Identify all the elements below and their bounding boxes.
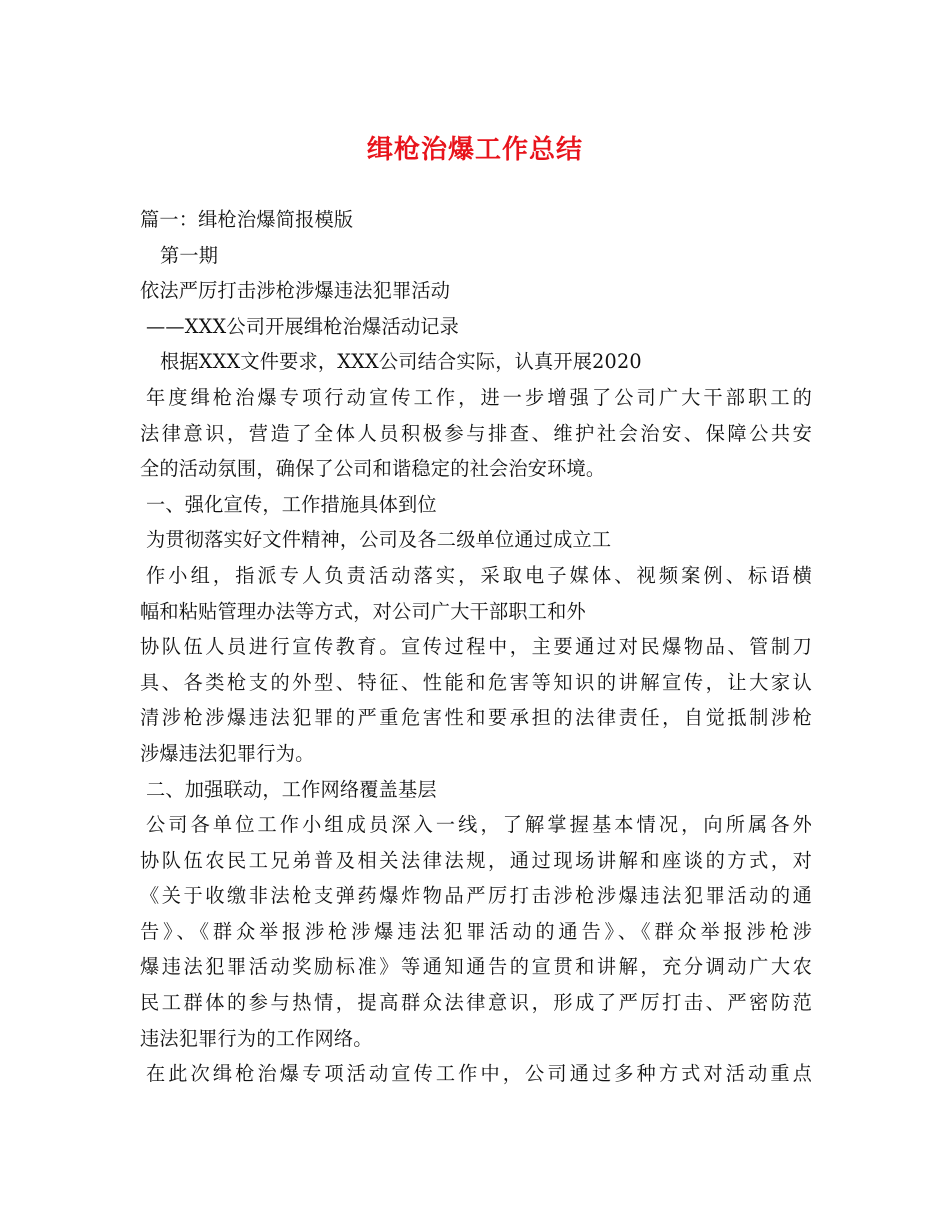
issue-number: 第一期 [160, 243, 219, 267]
paragraph-line: 违法犯罪行为的工作网络。 [140, 1026, 373, 1050]
paragraph-line: 爆违法犯罪活动奖励标准》等通知通告的宣贯和讲解，充分调动广大农 [140, 955, 812, 979]
subheadline: ——XXX公司开展缉枪治爆活动记录 [146, 314, 460, 338]
paragraph-line: 公司各单位工作小组成员深入一线，了解掌握基本情况，向所属各外 [146, 813, 812, 837]
paragraph-line: 年度缉枪治爆专项行动宣传工作，进一步增强了公司广大干部职工的 [146, 385, 812, 409]
paragraph-line: 法律意识，营造了全体人员积极参与排查、维护社会治安、保障公共安 [140, 421, 812, 445]
paragraph-line: 民工群体的参与热情，提高群众法律意识，形成了严厉打击、严密防范 [140, 991, 812, 1015]
paragraph-line: 具、各类枪支的外型、特征、性能和危害等知识的讲解宣传，让大家认 [140, 670, 812, 694]
paragraph-line: 协队伍农民工兄弟普及相关法律法规，通过现场讲解和座谈的方式，对 [140, 848, 812, 872]
headline: 依法严厉打击涉枪涉爆违法犯罪活动 [140, 279, 451, 303]
document-body [140, 202, 812, 1092]
subsection-heading: 一、强化宣传，工作措施具体到位 [146, 492, 437, 516]
section-heading: 篇一：缉枪治爆简报模版 [140, 208, 354, 231]
paragraph-line: 涉爆违法犯罪行为。 [140, 741, 315, 765]
paragraph-line: 幅和粘贴管理办法等方式，对公司广大干部职工和外 [140, 599, 586, 623]
paragraph-line: 《关于收缴非法枪支弹药爆炸物品严厉打击涉枪涉爆违法犯罪活动的通 [140, 884, 812, 908]
subsection-heading: 二、加强联动，工作网络覆盖基层 [146, 777, 437, 801]
paragraph-line: 清涉枪涉爆违法犯罪的严重危害性和要承担的法律责任，自觉抵制涉枪 [140, 706, 812, 730]
paragraph-line: 协队伍人员进行宣传教育。宣传过程中，主要通过对民爆物品、管制刀 [140, 635, 812, 659]
paragraph-line: 告》、《群众举报涉枪涉爆违法犯罪活动的通告》、《群众举报涉枪涉 [140, 919, 812, 943]
paragraph-line: 为贯彻落实好文件精神，公司及各二级单位通过成立工 [146, 528, 612, 552]
paragraph-line: 根据XXX文件要求，XXX公司结合实际，认真开展2020 [160, 350, 642, 374]
document-title: 缉枪治爆工作总结 [366, 135, 583, 165]
paragraph-line: 作小组，指派专人负责活动落实，采取电子媒体、视频案例、标语横 [146, 563, 812, 587]
paragraph-line: 全的活动氛围，确保了公司和谐稳定的社会治安环境。 [140, 457, 606, 481]
paragraph-line: 在此次缉枪治爆专项活动宣传工作中，公司通过多种方式对活动重点 [146, 1062, 812, 1086]
